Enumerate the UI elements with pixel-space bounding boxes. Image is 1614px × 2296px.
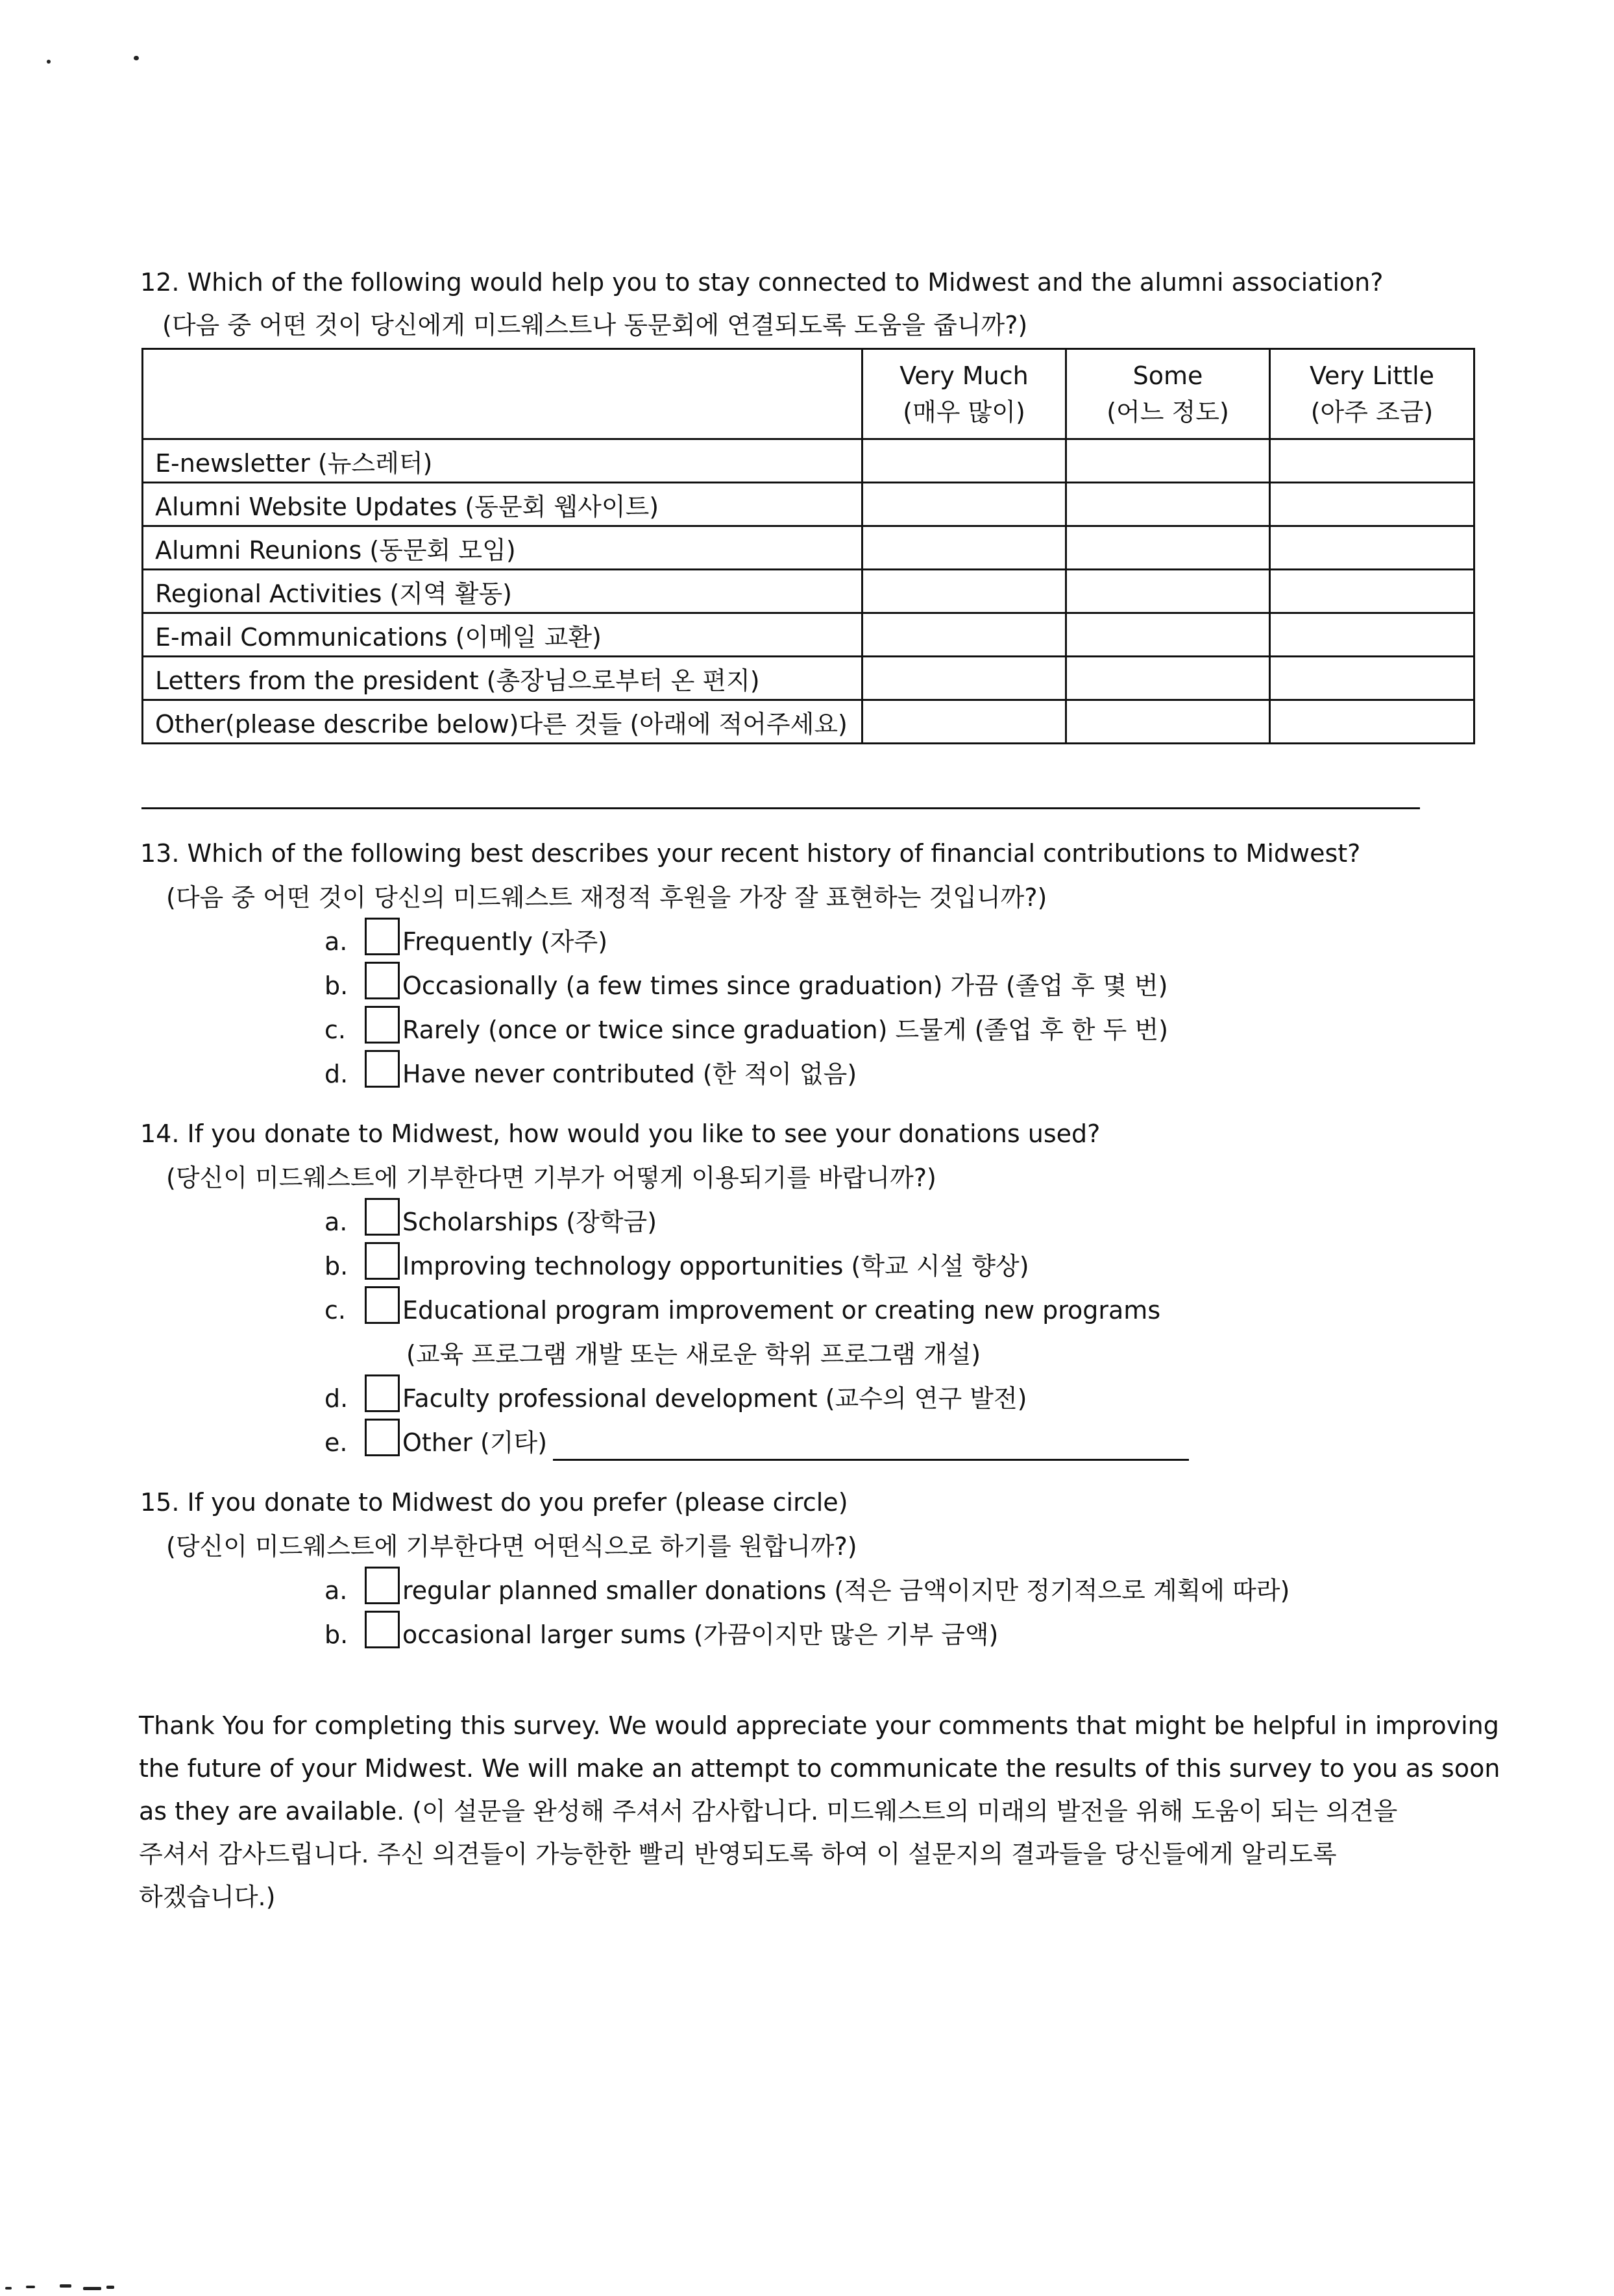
checkbox[interactable] [365,1006,400,1044]
checkbox[interactable] [365,1567,400,1604]
column-header-very-much [862,349,1066,439]
rating-cell-very-much[interactable] [862,700,1066,744]
rating-cell-some[interactable] [1066,613,1270,657]
row-label: Other(please describe below)다른 것들 (아래에 적어주세요) [143,700,862,744]
option-letter: a. [324,1576,348,1605]
option-text: Frequently (자주) [402,927,608,956]
rating-cell-very-much[interactable] [862,526,1066,570]
q15-question: 15. If you donate to Midwest do you prefer (please circle) [140,1488,848,1517]
rating-cell-very-little[interactable] [1270,700,1474,744]
checkbox[interactable] [365,1242,400,1280]
rating-cell-very-much[interactable] [862,613,1066,657]
closing-line: the future of your Midwest. We will make an attempt to communicate the results of this survey to you as soon [139,1754,1500,1783]
rating-cell-very-little[interactable] [1270,657,1474,700]
column-label-korean: (아주 조금) [1310,398,1434,426]
q12-question: 12. Which of the following would help you to stay connected to Midwest and the alumni association? [140,268,1384,297]
row-label: E-mail Communications (이메일 교환) [143,613,862,657]
rating-cell-very-little[interactable] [1270,526,1474,570]
rating-cell-very-much[interactable] [862,657,1066,700]
scan-speck [47,60,51,64]
rating-cell-very-little[interactable] [1270,483,1474,526]
table-header-row [143,349,1474,439]
option-letter: c. [324,1296,346,1325]
rating-cell-some[interactable] [1066,526,1270,570]
checkbox[interactable] [365,1419,400,1456]
column-label-korean: (어느 정도) [1107,398,1229,426]
row-label: Alumni Reunions (동문회 모임) [143,526,862,570]
q15-question-korean: (당신이 미드웨스트에 기부한다면 어떤식으로 하기를 원합니까?) [166,1532,857,1561]
row-label: E-newsletter (뉴스레터) [143,439,862,483]
rating-cell-some[interactable] [1066,439,1270,483]
option-letter: a. [324,1208,348,1236]
table-row [143,483,1474,526]
q13-question: 13. Which of the following best describes your recent history of financial contributions to Midwest? [140,839,1361,868]
checkbox[interactable] [365,918,400,955]
table-row [143,526,1474,570]
other-fill-in-line[interactable] [553,1459,1189,1461]
scan-speck [134,56,139,60]
scan-speck [60,2284,71,2288]
option-letter: b. [324,1252,348,1280]
option-letter: c. [324,1016,346,1044]
q14-option-c-korean: (교육 프로그램 개발 또는 새로운 학위 프로그램 개설) [406,1340,981,1369]
rating-cell-some[interactable] [1066,483,1270,526]
checkbox[interactable] [365,1374,400,1412]
option-text: Rarely (once or twice since graduation) 드물게 (졸업 후 한 두 번) [402,1016,1168,1044]
q14-question: 14. If you donate to Midwest, how would you like to see your donations used? [140,1119,1101,1148]
column-label: Very Much [899,361,1029,390]
column-header-some [1066,349,1270,439]
scan-speck [106,2286,114,2289]
column-label: Very Little [1309,361,1435,390]
q13-question-korean: (다음 중 어떤 것이 당신의 미드웨스트 재정적 후원을 가장 잘 표현하는 것입니까?) [166,883,1047,912]
rating-cell-some[interactable] [1066,657,1270,700]
closing-line: 주셔서 감사드립니다. 주신 의견들이 가능한한 빨리 반영되도록 하여 이 설문지의 결과들을 당신들에게 알리도록 [139,1840,1337,1868]
table-row [143,613,1474,657]
option-letter: e. [324,1428,348,1457]
option-letter: b. [324,1620,348,1649]
option-text: Have never contributed (한 적이 없음) [402,1060,857,1088]
option-letter: b. [324,971,348,1000]
option-letter: a. [324,927,348,956]
q14-question-korean: (당신이 미드웨스트에 기부한다면 기부가 어떻게 이용되기를 바랍니까?) [166,1164,936,1192]
option-text: Other (기타) [402,1428,548,1457]
table-row [143,439,1474,483]
row-label: Alumni Website Updates (동문회 웹사이트) [143,483,862,526]
closing-line: Thank You for completing this survey. We would appreciate your comments that might be helpful in improving [139,1711,1499,1740]
q12-rating-table [141,348,1475,744]
closing-line: as they are available. (이 설문을 완성해 주셔서 감사합니다. 미드웨스트의 미래의 발전을 위해 도움이 되는 의견을 [139,1797,1398,1826]
option-letter: d. [324,1060,348,1088]
checkbox[interactable] [365,1286,400,1324]
column-label-korean: (매우 많이) [903,398,1025,426]
checkbox[interactable] [365,962,400,999]
rating-cell-some[interactable] [1066,700,1270,744]
rating-cell-very-little[interactable] [1270,570,1474,613]
table-row [143,657,1474,700]
option-text: Scholarships (장학금) [402,1208,657,1236]
checkbox[interactable] [365,1050,400,1088]
rating-cell-very-much[interactable] [862,439,1066,483]
checkbox[interactable] [365,1611,400,1648]
rating-cell-very-much[interactable] [862,483,1066,526]
other-describe-line[interactable] [141,807,1420,809]
rating-cell-very-much[interactable] [862,570,1066,613]
scan-speck [5,2287,12,2290]
option-text: Educational program improvement or creating new programs [402,1296,1161,1325]
row-label: Regional Activities (지역 활동) [143,570,862,613]
column-header-very-little [1270,349,1474,439]
option-text: regular planned smaller donations (적은 금액이지만 정기적으로 계획에 따라) [402,1576,1290,1605]
option-text: Occasionally (a few times since graduation) 가끔 (졸업 후 몇 번) [402,971,1168,1000]
option-text: Improving technology opportunities (학교 시설 향상) [402,1252,1029,1280]
rating-cell-very-little[interactable] [1270,613,1474,657]
closing-paragraph [139,1704,1500,1918]
rating-cell-some[interactable] [1066,570,1270,613]
column-label: Some [1132,361,1203,390]
option-letter: d. [324,1384,348,1413]
closing-line: 하겠습니다.) [139,1883,276,1911]
option-text: occasional larger sums (가끔이지만 많은 기부 금액) [402,1620,999,1649]
option-text: Faculty professional development (교수의 연구 발전) [402,1384,1027,1413]
rating-cell-very-little[interactable] [1270,439,1474,483]
table-header-blank [143,349,862,439]
scan-speck [83,2287,101,2290]
table-row [143,700,1474,744]
row-label: Letters from the president (총장님으로부터 온 편지) [143,657,862,700]
q12-question-korean: (다음 중 어떤 것이 당신에게 미드웨스트나 동문회에 연결되도록 도움을 줍니까?) [162,311,1028,339]
scan-speck [26,2286,35,2288]
table-row [143,570,1474,613]
checkbox[interactable] [365,1198,400,1236]
